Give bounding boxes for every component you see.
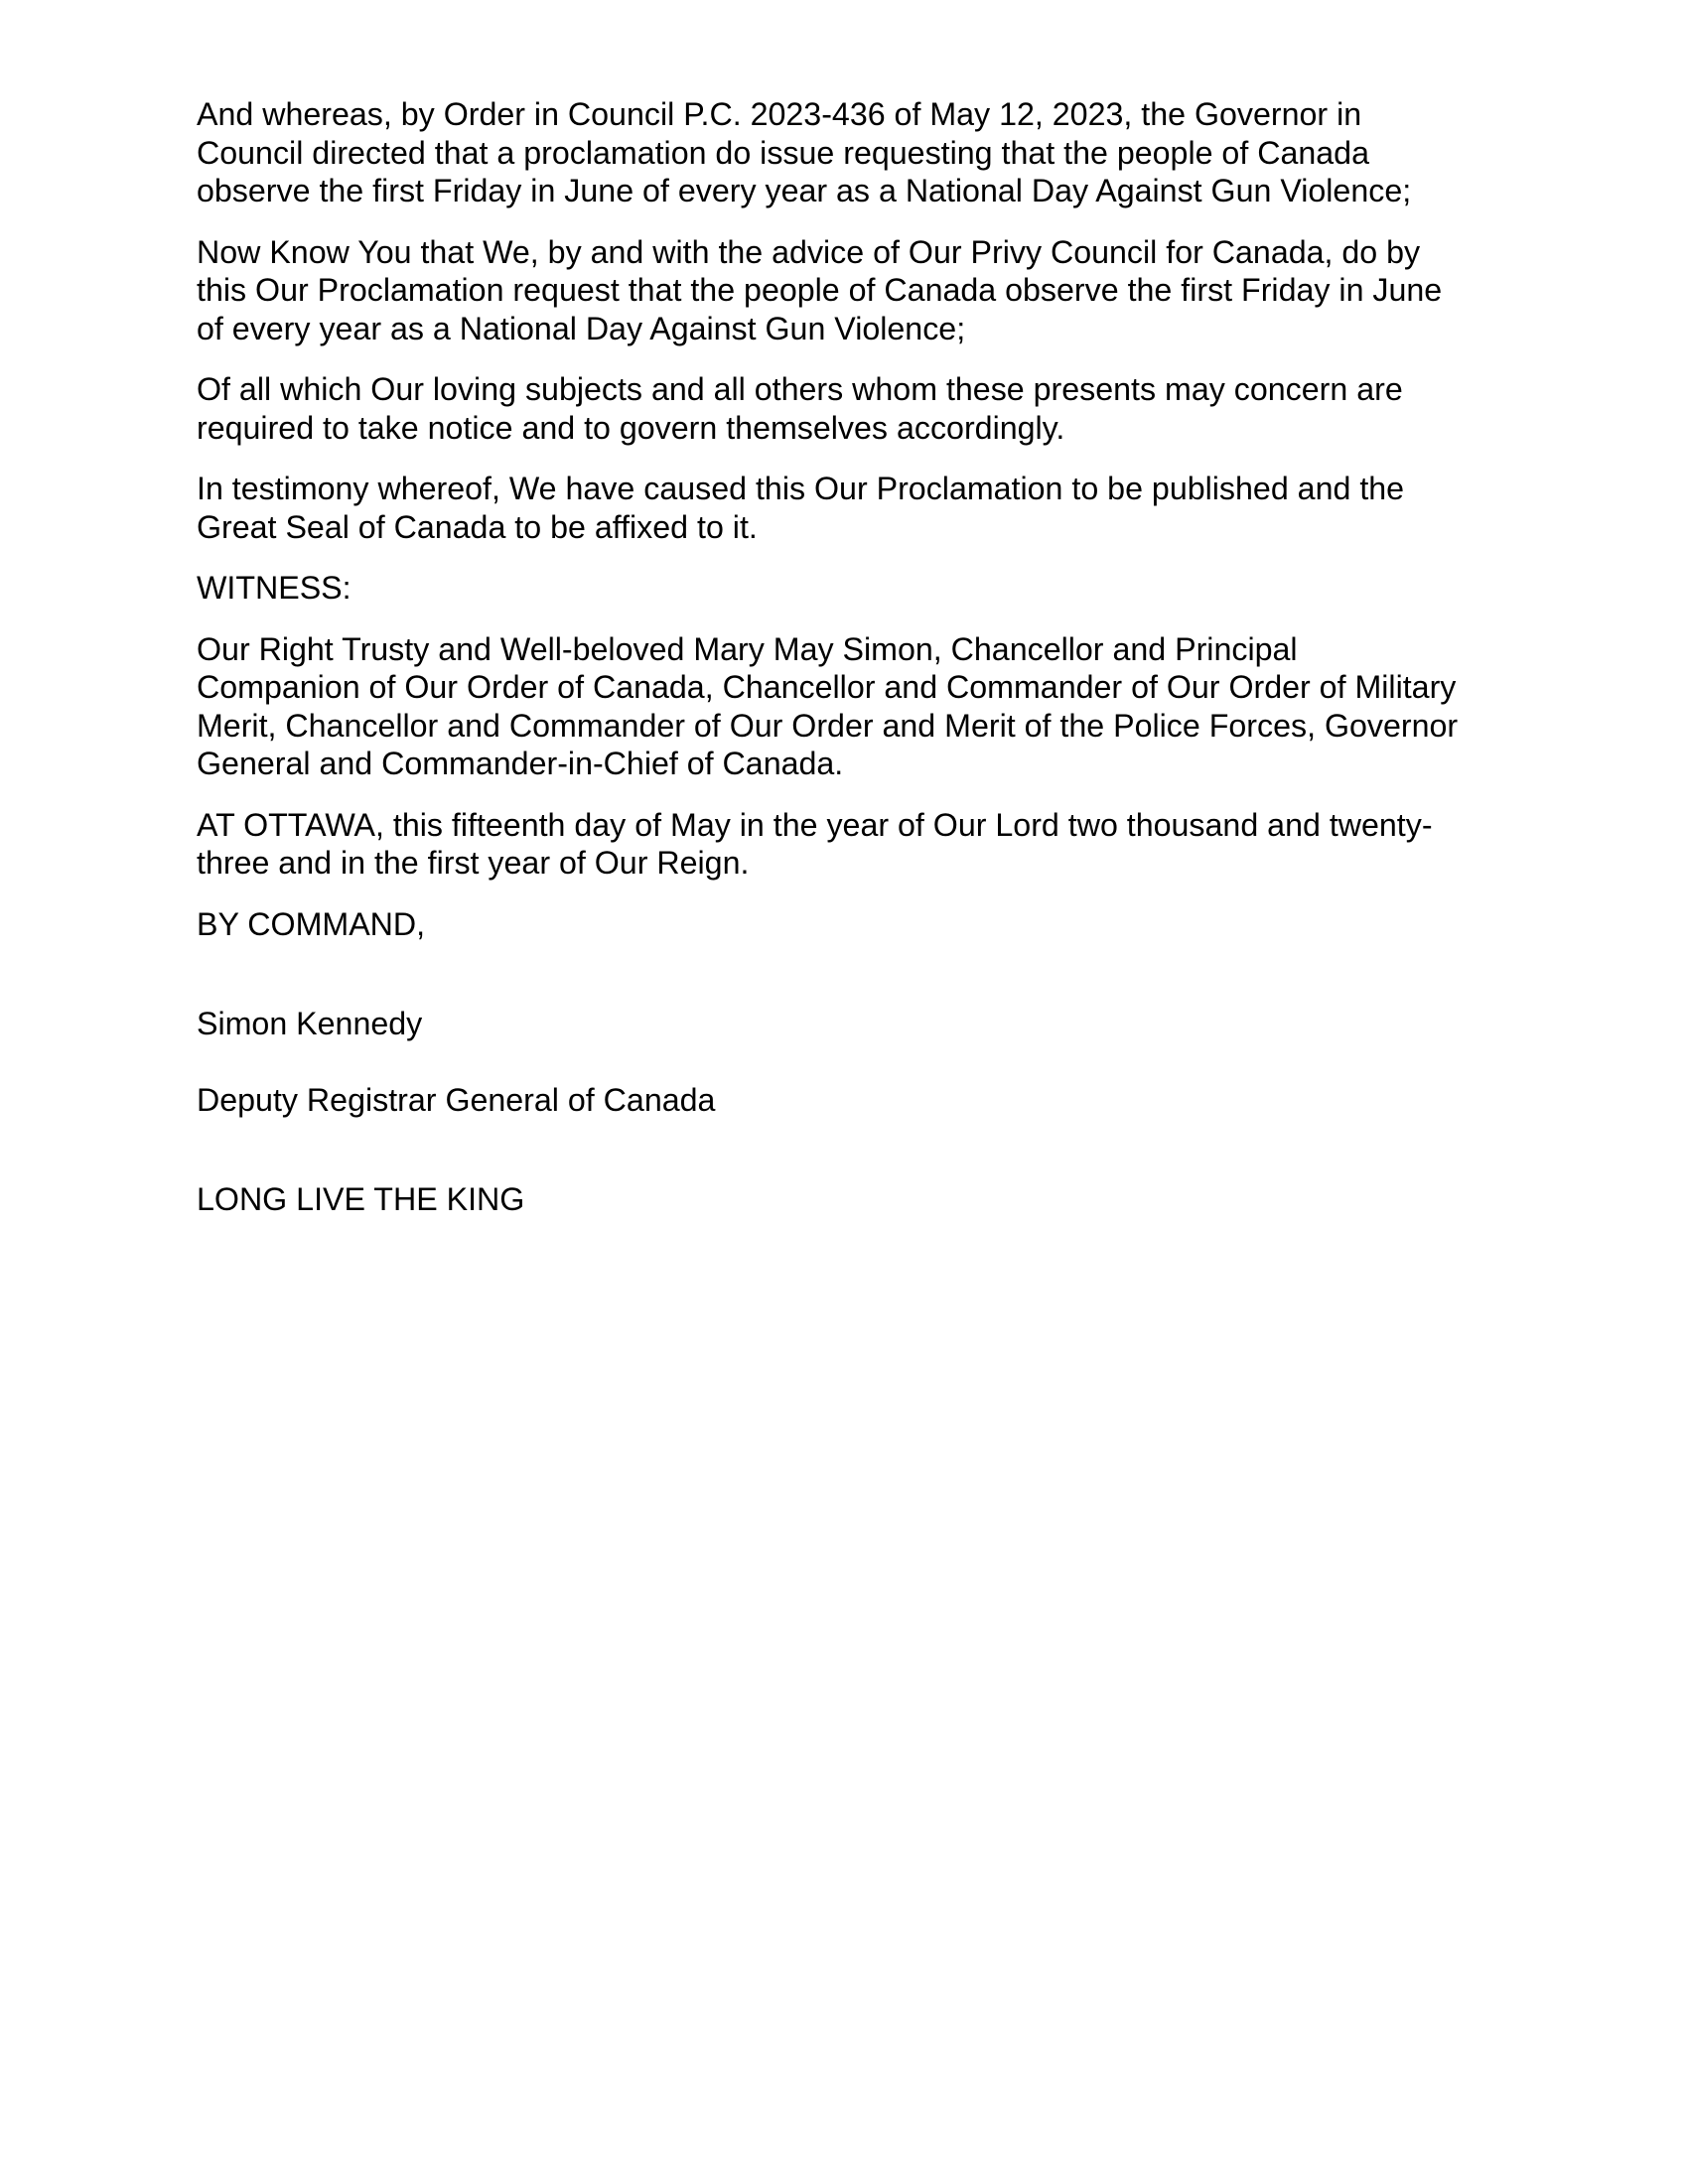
paragraph-in-testimony: In testimony whereof, We have caused this Our Proclamation to be published and the Great Seal of Canada to be affixed to it. <box>197 471 1405 545</box>
paragraph-order-in-council: And whereas, by Order in Council P.C. 2023-436 of May 12, 2023, the Governor in Council directed that a proclamation do issue requesting that the people of Canada observe the first Friday in June of every year as a National Day Against Gun Violence; <box>197 96 1412 208</box>
by-command: BY COMMAND, <box>197 905 426 942</box>
closing-line: LONG LIVE THE KING <box>197 1180 525 1217</box>
signature-block <box>197 966 1517 1158</box>
paragraph-at-ottawa: AT OTTAWA, this fifteenth day of May in the year of Our Lord two thousand and twenty- three and in the first year of Our Reign. <box>197 806 1433 881</box>
proclamation-body <box>197 95 1517 1241</box>
paragraph-of-all-which: Of all which Our loving subjects and all others whom these presents may concern are required to take notice and to govern themselves accordingly. <box>197 371 1403 446</box>
paragraph-now-know-you: Now Know You that We, by and with the advice of Our Privy Council for Canada, do by this Our Proclamation request that the people of Canada observe the first Friday in June of every year as a National Day Against Gun Violence; <box>197 233 1443 346</box>
signatory-title: Deputy Registrar General of Canada <box>197 1081 716 1118</box>
witness-heading: WITNESS: <box>197 570 352 606</box>
signatory-name: Simon Kennedy <box>197 1005 423 1041</box>
paragraph-governor-general: Our Right Trusty and Well-beloved Mary May Simon, Chancellor and Principal Companion of Our Order of Canada, Chancellor and Commander of Our Order of Military Merit, Chancellor and Commander of Our Order and Merit of the Police Forces, Governor General and Commander-in-Chief of Canada. <box>197 630 1459 781</box>
